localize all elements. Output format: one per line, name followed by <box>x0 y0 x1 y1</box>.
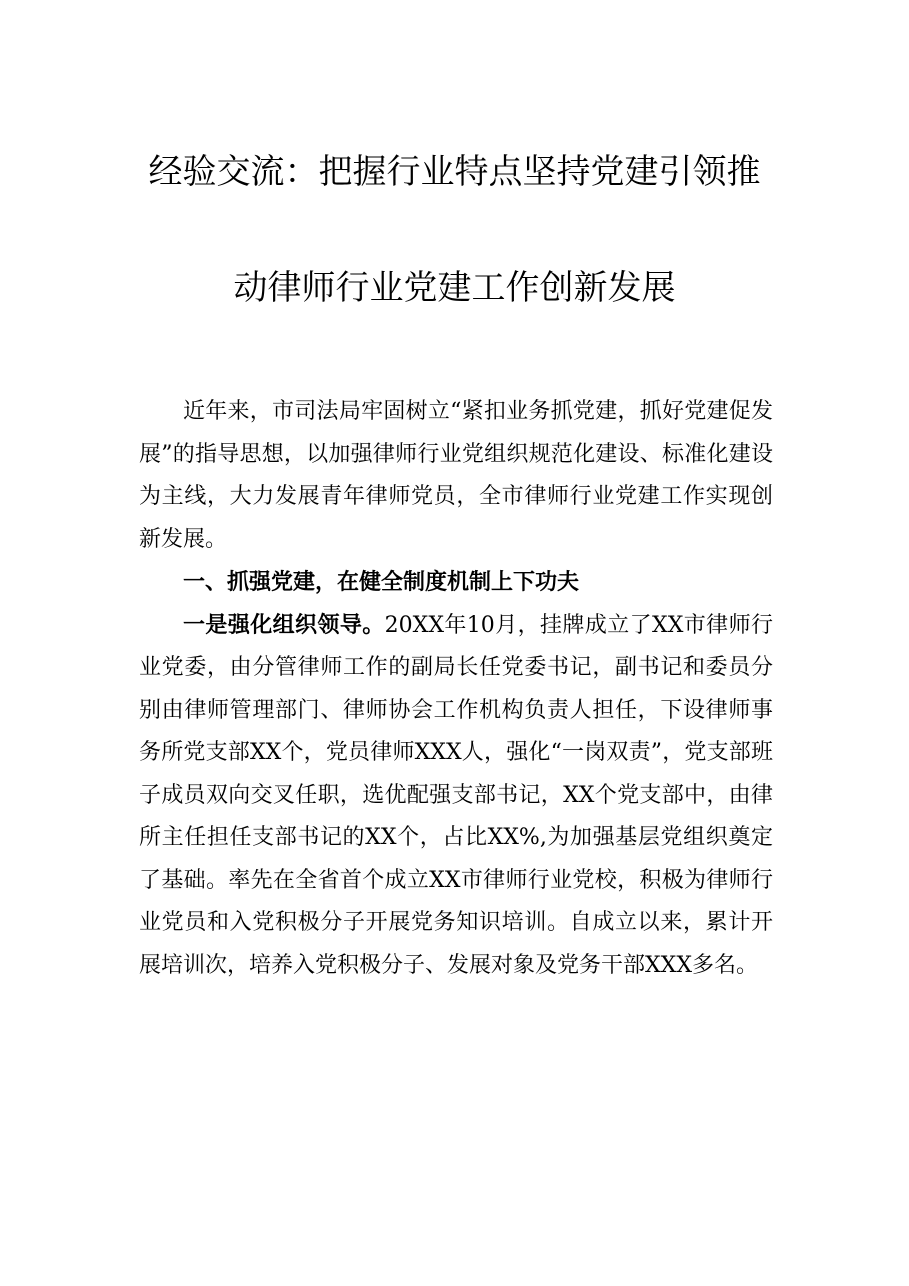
paragraph-text: 20XX年10月，挂牌成立了XX市律师行业党委，由分管律师工作的副局长任党委书记，副书记和委员分别由律师管理部门、律师协会工作机构负责人担任，下设律师事务所党支部XX个，党员律师XXX人，强化“一岗双责”，党支部班子成员双向交叉任职，选优配强支部书记，XX个党支部中，由律所主任担任支部书记的XX个，占比XX%,为加强基层党组织奠定了基础。率先在全省首个成立XX市律师行业党校，积极为律师行业党员和入党积极分子开展党务知识培训。自成立以来，累计开展培训次，培养入党积极分子、发展对象及党务干部XXX多名。 <box>139 612 773 978</box>
section-heading: 一、抓强党建，在健全制度机制上下功夫 <box>183 569 580 595</box>
paragraph-intro: 近年来，市司法局牢固树立“紧扣业务抓党建，抓好党建促发展”的指导思想，以加强律师行业党组织规范化建设、标准化建设为主线，大力发展青年律师党员，全市律师行业党建工作实现创新发展。 <box>139 399 773 552</box>
document-body <box>139 391 773 987</box>
document-title-line-1: 经验交流：把握行业特点坚持党建引领推 <box>148 152 761 192</box>
paragraph-organization <box>139 604 773 988</box>
document-title-line-2: 动律师行业党建工作创新发展 <box>233 268 676 308</box>
paragraph-lead: 一是强化组织领导。 <box>183 611 385 638</box>
